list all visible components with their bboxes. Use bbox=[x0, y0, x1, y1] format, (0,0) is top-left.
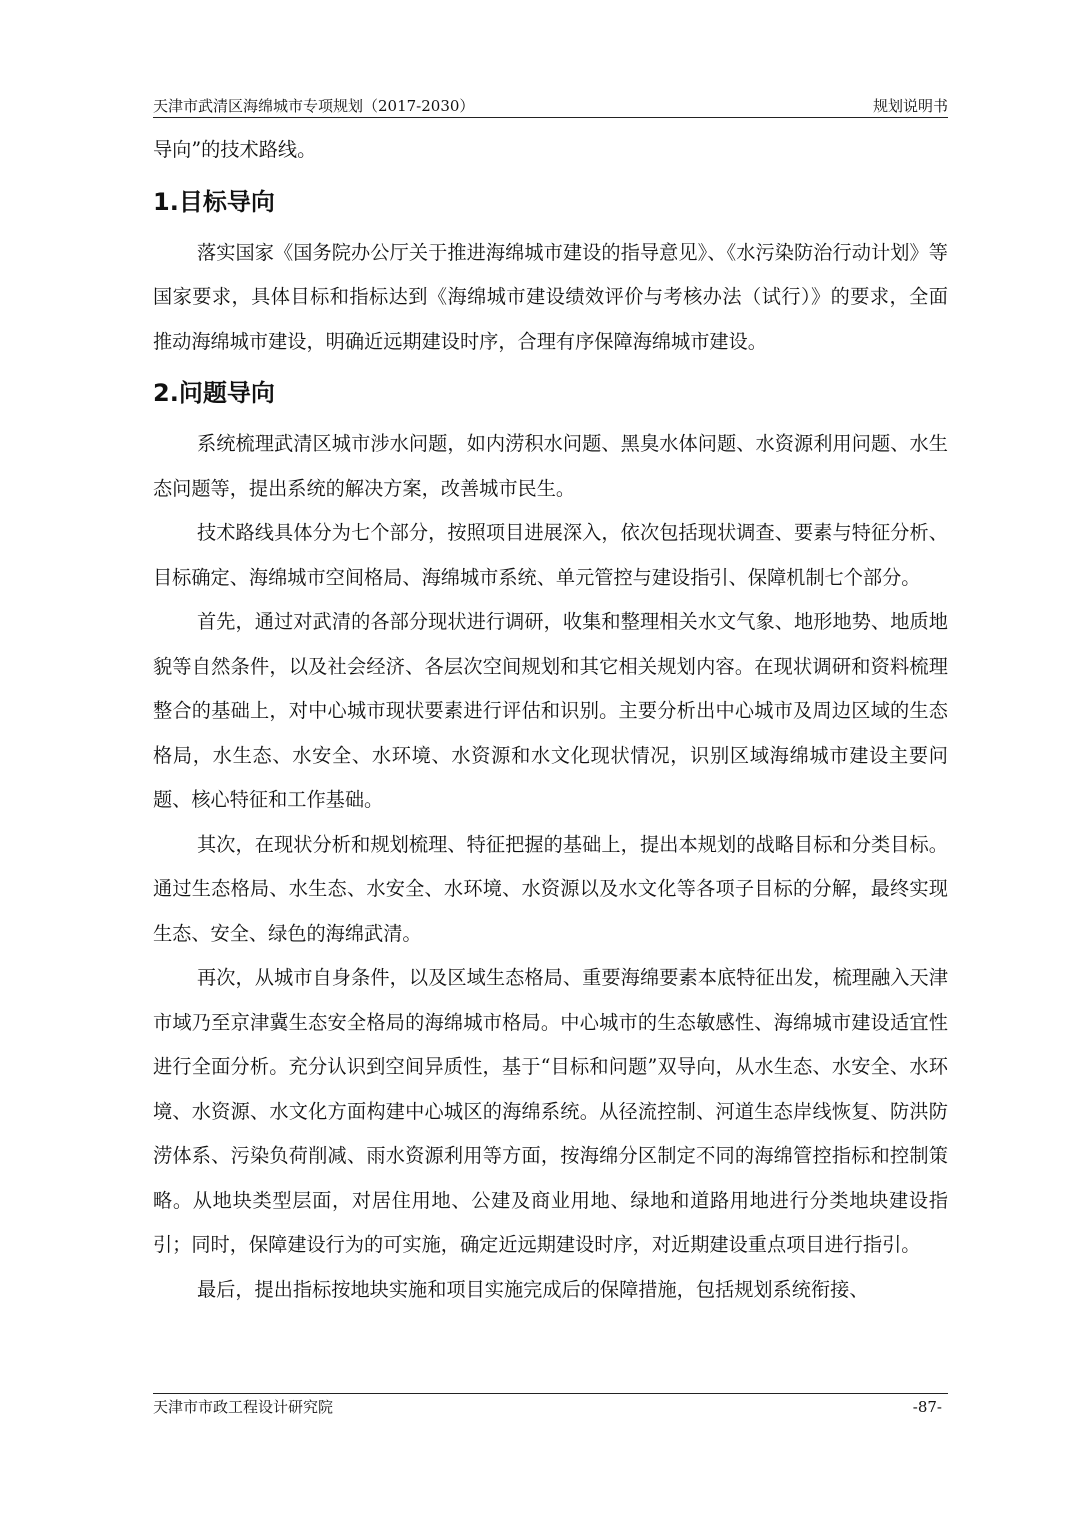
paragraph-continued: 导向”的技术路线。 bbox=[153, 138, 317, 161]
paragraph-final-step: 最后，提出指标按地块实施和项目实施完成后的保障措施，包括规划系统衔接、 bbox=[197, 1277, 869, 1301]
page-header bbox=[153, 90, 948, 116]
paragraph-goal-oriented: 落实国家《国务院办公厅关于推进海绵城市建设的指导意见》、《水污染防治行动计划》等国家要求，具体目标和指标达到《海绵城市建设绩效评价与考核办法（试行）》的要求，全面推动海绵城市建设，明确近远期建设时序，合理有序保障海绵城市建设。 bbox=[153, 240, 948, 353]
paragraph-problem-oriented: 系统梳理武清区城市涉水问题，如内涝积水问题、黑臭水体问题、水资源利用问题、水生态问题等，提出系统的解决方案，改善城市民生。 bbox=[153, 432, 948, 500]
section-heading-goal-oriented: 1.目标导向 bbox=[153, 187, 275, 216]
page-body bbox=[153, 128, 948, 1312]
paragraph-technical-route: 技术路线具体分为七个部分，按照项目进展深入，依次包括现状调查、要素与特征分析、目标确定、海绵城市空间格局、海绵城市系统、单元管控与建设指引、保障机制七个部分。 bbox=[153, 521, 948, 589]
header-doc-type: 规划说明书 bbox=[872, 97, 948, 115]
header-title: 天津市武清区海绵城市专项规划（2017-2030） bbox=[153, 97, 475, 115]
page-footer bbox=[153, 1397, 948, 1419]
header-rule bbox=[153, 117, 948, 118]
paragraph-second-step: 其次，在现状分析和规划梳理、特征把握的基础上，提出本规划的战略目标和分类目标。通过生态格局、水生态、水安全、水环境、水资源以及水文化等各项子目标的分解，最终实现生态、安全、绿色的海绵武清。 bbox=[153, 832, 948, 945]
paragraph-third-step: 再次，从城市自身条件，以及区域生态格局、重要海绵要素本底特征出发，梳理融入天津市域乃至京津冀生态安全格局的海绵城市格局。中心城市的生态敏感性、海绵城市建设适宜性进行全面分析。充分认识到空间异质性，基于“目标和问题”双导向，从水生态、水安全、水环境、水资源、水文化方面构建中心城区的海绵系统。从径流控制、河道生态岸线恢复、防洪防涝体系、污染负荷削减、雨水资源利用等方面，按海绵分区制定不同的海绵管控指标和控制策略。从地块类型层面，对居住用地、公建及商业用地、绿地和道路用地进行分类地块建设指引；同时，保障建设行为的可实施，确定近远期建设时序，对近期建设重点项目进行指引。 bbox=[153, 966, 948, 1256]
section-heading-problem-oriented: 2.问题导向 bbox=[153, 379, 275, 407]
page-number: -87- bbox=[912, 1398, 942, 1416]
paragraph-first-step: 首先，通过对武清的各部分现状进行调研，收集和整理相关水文气象、地形地势、地质地貌等自然条件，以及社会经济、各层次空间规划和其它相关规划内容。在现状调研和资料梳理整合的基础上，对中心城市现状要素进行评估和识别。主要分析出中心城市及周边区域的生态格局，水生态、水安全、水环境、水资源和水文化现状情况，识别区域海绵城市建设主要问题、核心特征和工作基础。 bbox=[153, 610, 948, 811]
footer-institute: 天津市市政工程设计研究院 bbox=[153, 1398, 334, 1416]
footer-rule bbox=[153, 1393, 948, 1394]
